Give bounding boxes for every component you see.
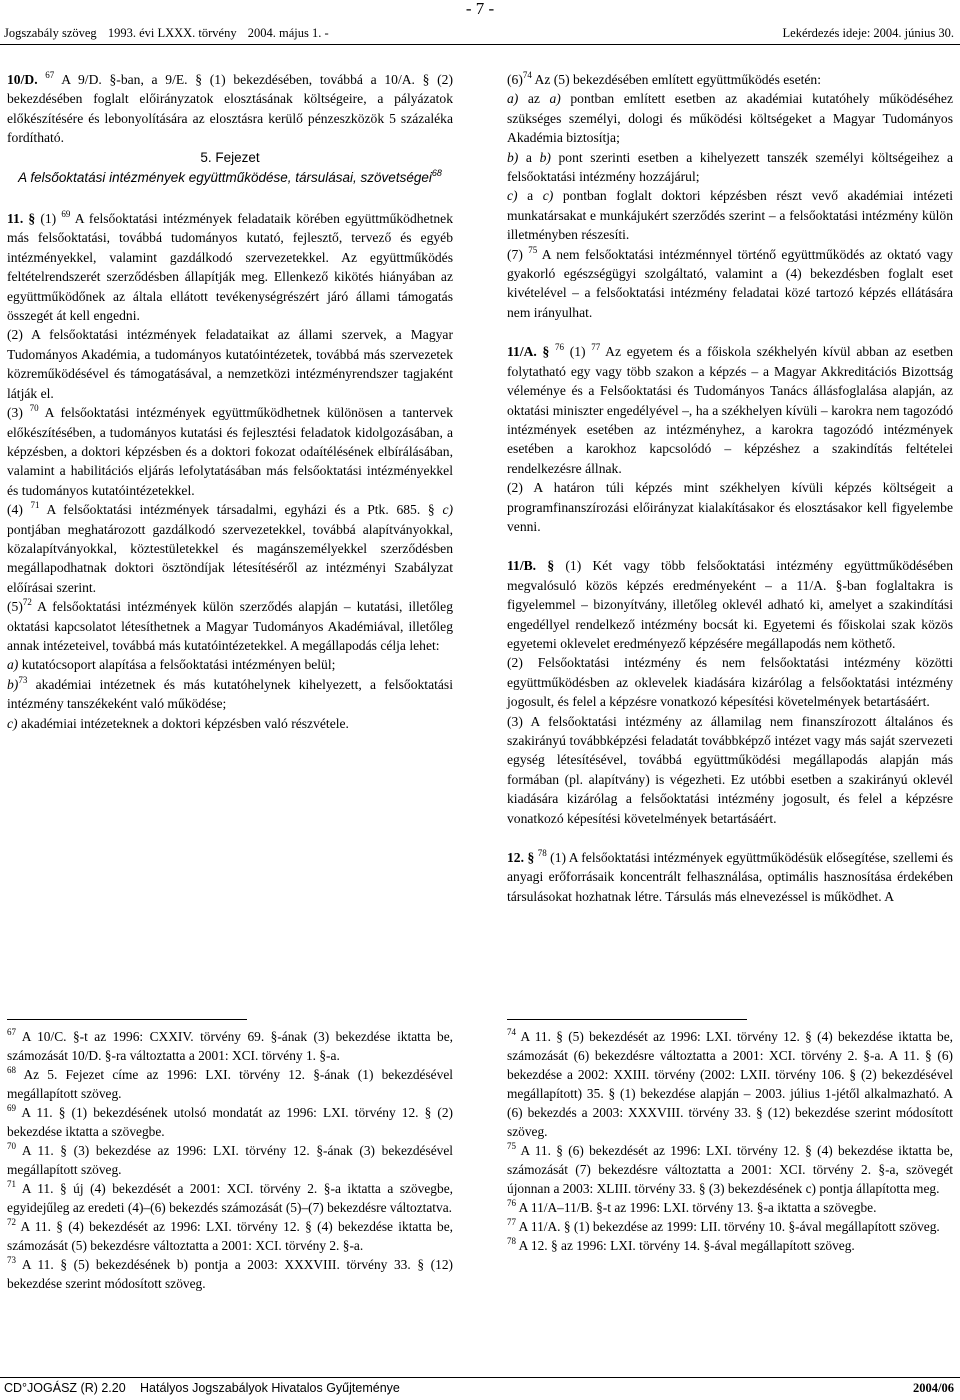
paragraph-11-5 [7,597,453,655]
point-ref: a) [549,91,561,107]
footnote-text: A 11. § (1) bekezdésének utolsó mondatát az 1996: LXI. törvény 12. § (2) bekezdése iktatta a szövegbe. [7,1105,453,1139]
paragraph-11a-2: (2) A határon túli képzés mint székhelyen kívüli képzés költségeit a programfinanszírozási előirányzat kialakításakor és elosztásakor kell figyelembe venni. [507,480,953,534]
footnote-number: 74 [507,1027,516,1037]
paragraph-11-3 [7,403,453,500]
chapter-title-text: A felsőoktatási intézmények együttműködése, társulásai, szövetségei [18,170,432,186]
paragraph-marker: (1) [35,211,62,227]
point-a [7,655,453,674]
point-text: a [518,149,540,165]
section-number: 10/D. [7,72,38,87]
footer-product: CD°JOGÁSZ (R) 2.20 [4,1381,126,1395]
point-text: pontban foglalt doktori képzésben részt vevő akadémiai intézeti munkatársakat e munkájukért szerződés szerint – a felsőoktatási intézmény külön illetményben részesíti. [507,188,953,243]
paragraph-11-6 [507,70,953,89]
footnote-number: 72 [7,1217,16,1227]
paragraph-text: (1) A felsőoktatási intézmények együttműködésük elősegítése, szellemi és anyagi erőforrásaik koncentrált felhasználása, optimális hasznosítása érdekében társulásokat hozhatnak létre. Társulás más elnevezéssel is működhet. A [507,850,954,904]
footnote-number: 78 [507,1236,516,1246]
header-validity: 2004. május 1. - [247,26,329,40]
paragraph-11a-1 [507,342,953,478]
footnote [507,1141,953,1198]
footnote-ref: 72 [22,597,32,608]
paragraph-11-2: (2) A felsőoktatási intézmények feladataikat az állami szervek, a Magyar Tudományos Akadémia, a tudományos kutatóintézetek, továbbá más szervezetek közreműködésével és támogatásával, a nemzetközi intézményrendszer tagjaként látják el. [7,327,453,401]
footnote-ref: 70 [29,403,39,414]
paragraph-marker: (7) [507,246,529,262]
point-label: b) [507,149,519,165]
footnote-ref: 69 [61,209,71,220]
paragraph-11b-3: (3) A felsőoktatási intézmény az államilag nem finanszírozott általános és szakirányú továbbképzési feladatát továbbképző intézet vagy más saját szervezeti egység létesítésével, továbbá együttműködési megállapodás alapján más formában (pl. alapítvány) is végezheti. Ez utóbbi esetben a szakirányú oklevél kiadására kizárólag a felsőoktatási intézmény jogosult, és felel a képzésre vonatkozó képesítési követelmények betartásáért. [507,713,953,826]
point-ref: c) [542,188,554,204]
chapter-title [7,167,453,189]
footnote [507,1027,953,1141]
header-doc-type: Jogszabály szöveg [4,26,97,40]
section-number: 11/A. § [507,344,550,360]
footnote-ref: 75 [528,244,538,255]
point-label: a) [507,91,519,107]
paragraph-text: A nem felsőoktatási intézménnyel történő együttműködés az oktató vagy gyakorló egészségügyi szolgáltató, valamint a (4) bekezdésben foglalt eset kivételével – a felsőoktatási intézmény feladatai közé tartozó képzés ellátására nem irányulhat. [507,246,953,320]
footer-rule [0,1377,960,1378]
footnote-number: 71 [7,1179,16,1189]
paragraph-11b-2: (2) Felsőoktatási intézmény és nem felsőoktatási intézmény közötti együttműködésben az oklevelek kiadására kizárólag a felsőoktatási intézmény jogosult, és felel a képzésre vonatkozó képesítési követelmények betartásáért. [507,655,953,710]
footnote-text: A 11. § (5) bekezdését az 1996: LXI. törvény 12. § (4) bekezdése iktatta be, számozását (6) bekezdésre változtatta a 2001: XCI. törvény 2. §-a. A 11. § (6) bekezdése a 2002: XXIII. törvény (2002: LXII. törvény 106. § (2) bekezdésével megállapított) 35. § (1) bekezdése alapján – 2003. július 1-jétől alkalmazható. A (6) bekezdés a 2003: XXXVIII. törvény 33. § (12) bekezdése szerint módosított szöveg. [507,1029,953,1139]
paragraph-11-7 [507,245,953,323]
footnote-ref: 76 [555,342,565,353]
footnote-number: 76 [507,1198,516,1208]
footnote-text: Az 5. Fejezet címe az 1996: LXI. törvény 12. §-ának (1) bekezdésével megállapított szöveg. [7,1067,453,1101]
paragraph-12-1 [507,848,953,906]
point-b [7,675,453,714]
paragraph-11-4 [7,500,453,597]
header-left [4,26,337,41]
point-ref: b) [539,149,551,165]
footnote [507,1217,953,1236]
section-number: 11/B. § [507,558,555,574]
footnote-rule [7,1019,247,1020]
paragraph-text: A felsőoktatási intézmények együttműködhetnek különösen a tantervek előkészítésében, a tudományos kutatási és fejlesztési feladatok kidolgozásában, a képzésben, a doktori képzésben és a doktori fokozat odaítélésének elbírálásában, valamint a habilitációs eljárás lefolytatásában más felsőoktatási intézményekkel és tudományos kutatóintézetekkel. [7,405,453,498]
paragraph-text: Az (5) bekezdésében említett együttműködés esetén: [531,72,822,87]
point-text: akadémiai intézeteknek a doktori képzésben való részvétele. [17,715,349,731]
footnote-text: A 12. § az 1996: LXI. törvény 14. §-ával megállapított szöveg. [516,1238,855,1253]
footnote-ref: 67 [45,70,55,80]
section-number: 11. § [7,211,36,227]
footer-collection: Hatályos Jogszabályok Hivatalos Gyűjteménye [140,1381,400,1395]
paragraph-11-1 [7,209,453,325]
point-text: a [517,188,543,204]
running-header [0,26,960,44]
point-label: c) [7,715,18,731]
footnote-ref: 78 [537,848,547,859]
footer-edition: 2004/06 [913,1381,954,1395]
point-label: c) [442,502,453,518]
footnote [7,1065,453,1103]
section-number: 12. § [507,850,535,866]
footnote-ref: 74 [522,70,532,80]
page-number: - 7 - [465,0,495,18]
footnote-ref: 71 [30,500,40,511]
footnote [7,1027,453,1065]
footnote [7,1103,453,1141]
point-text: pont szerinti esetben a kihelyezett tanszék személyi költségeihez a felsőoktatási intézmény hozzájárul; [507,149,953,185]
point-c [507,186,953,244]
point-label: a) [7,657,19,673]
footnote [7,1141,453,1179]
footnotes-left [7,1027,453,1293]
footnote-text: A 11/A–11/B. §-t az 1996: LXI. törvény 13. §-a iktatta a szövegbe. [516,1200,877,1215]
point-a [507,89,953,147]
footnote [507,1198,953,1217]
right-column [507,70,953,906]
point-c [7,714,453,733]
footnote [7,1179,453,1217]
paragraph-10d [7,70,453,148]
paragraph-text: Az egyetem és a főiskola székhelyén kívül abban az esetben folytatható egy vagy több szakon a képzés – a Magyar Akkreditációs Bizottság véleménye és a Felsőoktatási és Tudományos Tanács állásfoglalása alapján, az oktatási miniszter engedélyével –, ha a székhelyen kívüli – karokra nem tagozódó intézmények esetében az intézményhez, a karokra tagozódó intézmények esetében a karokhoz kapcsolódó – képzéshez a szakindítás feltételei rendelkezésre állnak. [507,344,954,476]
footnote-text: A 10/C. §-t az 1996: CXXIV. törvény 69. §-ának (3) bekezdése iktatta be, számozását 10/D. §-ra változtatta a 2001: XCI. törvény 1. §-a. [7,1029,453,1063]
footnotes-right [507,1027,953,1255]
footnote-number: 67 [7,1027,16,1037]
header-rule [0,44,960,45]
paragraph-text: A 9/D. §-ban, a 9/E. § (1) bekezdésében, továbbá a 10/A. § (2) bekezdésében foglalt előirányzatok elosztásának költségeire, a pályázatok előkészítésére és lebonyolítására az elosztásra kerülő pénzeszközök 5 százaléka fordítható. [7,72,453,146]
paragraph-marker: (6) [507,72,523,87]
point-b [507,148,953,187]
chapter-heading: 5. Fejezet [200,149,260,165]
footnote-ref: 77 [591,342,601,353]
header-query-date: Lekérdezés ideje: 2004. június 30. [782,26,954,40]
paragraph-11b-1 [507,556,953,653]
point-text: az [518,91,550,107]
footnote-text: A 11. § új (4) bekezdését a 2001: XCI. törvény 2. §-a iktatta a szövegbe, egyidejűleg az eredeti (4)–(6) bekezdés számozását (5)–(7) bekezdésre változtatva. [7,1181,453,1215]
header-law-id: 1993. évi LXXX. törvény [107,26,237,40]
footnote [7,1217,453,1255]
footnote-number: 69 [7,1103,16,1113]
footnote-ref: 73 [18,674,28,685]
footnote-text: A 11. § (4) bekezdését az 1996: LXI. törvény 12. § (4) bekezdése iktatta be, számozását (5) bekezdésre változtatta a 2001: XCI. törvény 2. §-a. [7,1219,453,1253]
footnote-rule [507,1019,747,1020]
footnote-text: A 11. § (6) bekezdését az 1996: LXI. törvény 12. § (4) bekezdése iktatta be, számozását (7) bekezdésre változtatta a 2001: XCI. törvény 2. §-a, szövegét újonnan a 2003: XLIII. törvény 33. § (3) bekezdésének c) pontja állapította meg. [507,1143,953,1196]
footnote-number: 68 [7,1065,16,1075]
point-text: pontban említett esetben az akadémiai kutatóhely működéséhez szükséges személyi, dologi és működési költségeket a Magyar Tudományos Akadémia biztosítja; [507,91,953,146]
point-text: akadémiai intézetnek és más kutatóhelynek kihelyezett, a felsőoktatási intézmény tanszékeként való működése; [7,676,453,712]
footnote-ref: 68 [431,168,442,179]
paragraph-marker: (1) [564,344,592,360]
paragraph-text: A felsőoktatási intézmények társadalmi, egyházi és a Ptk. 685. § [39,502,443,518]
paragraph-marker: (5) [7,599,23,615]
footnote [507,1236,953,1255]
footnote-text: A 11. § (5) bekezdésének b) pontja a 2003: XXXVIII. törvény 33. § (12) bekezdése szerint módosított szöveg. [7,1257,453,1291]
footnote-number: 73 [7,1255,16,1265]
point-label: b) [7,676,19,692]
footnote-number: 70 [7,1141,16,1151]
paragraph-marker: (4) [7,502,31,518]
left-column [7,70,453,733]
footnote-text: A 11. § (3) bekezdése az 1996: LXI. törvény 12. §-ának (3) bekezdésével megállapított szöveg. [7,1143,453,1177]
footnote [7,1255,453,1293]
point-label: c) [507,188,518,204]
footnote-number: 75 [507,1141,516,1151]
footnote-text: A 11/A. § (1) bekezdése az 1999: LII. törvény 10. §-ával megállapított szöveg. [516,1219,940,1234]
paragraph-marker: (3) [7,405,30,421]
paragraph-text: (1) Két vagy több felsőoktatási intézmény együttműködésében megvalósuló közös képzés eredményeként – a 11/A. §-ban foglaltakra is figyelemmel – bizonyítvány, illetőleg oklevél adható ki, amelyet a szakindítási engedéllyel rendelkező intézmény bocsát ki. Egyetemi és főiskolai szak közös egyetemi oklevelet eredményező képzésére megállapodás nem köthető. [507,558,954,651]
paragraph-text: pontjában meghatározott gazdálkodó szervezetekkel, továbbá alapítványokkal, közalapítványokkal, köztestületekkel és magánszemélyekkel szerződésben megállapodhatnak doktori ösztöndíjak létesítéséről az intézményi Szabályzat előírásai szerint. [7,521,453,595]
point-text: kutatócsoport alapítása a felsőoktatási intézményen belül; [18,657,336,673]
footnote-number: 77 [507,1217,516,1227]
paragraph-text: A felsőoktatási intézmények feladataik körében együttműködhetnek más felsőoktatási, továbbá tudományos kutató, fejlesztő, tervező és egyéb intézményekkel, valamint gazdálkodó szervezetekkel. Az együttműködés feltételrendszerét szerződésben állapítják meg. Ellenkező kikötés hiányában az együttműködőnek az általa ellátott tevékenységrészért járó állami támogatás összegét át kell engedni. [7,211,453,324]
paragraph-text: A felsőoktatási intézmények külön szerződés alapján – kutatási, illetőleg oktatási kapcsolatot létesíthetnek a Magyar Tudományos Akadémiával, illetőleg annak intézeteivel, továbbá más kutatóintézetekkel. A megállapodás célja lehet: [7,599,453,653]
